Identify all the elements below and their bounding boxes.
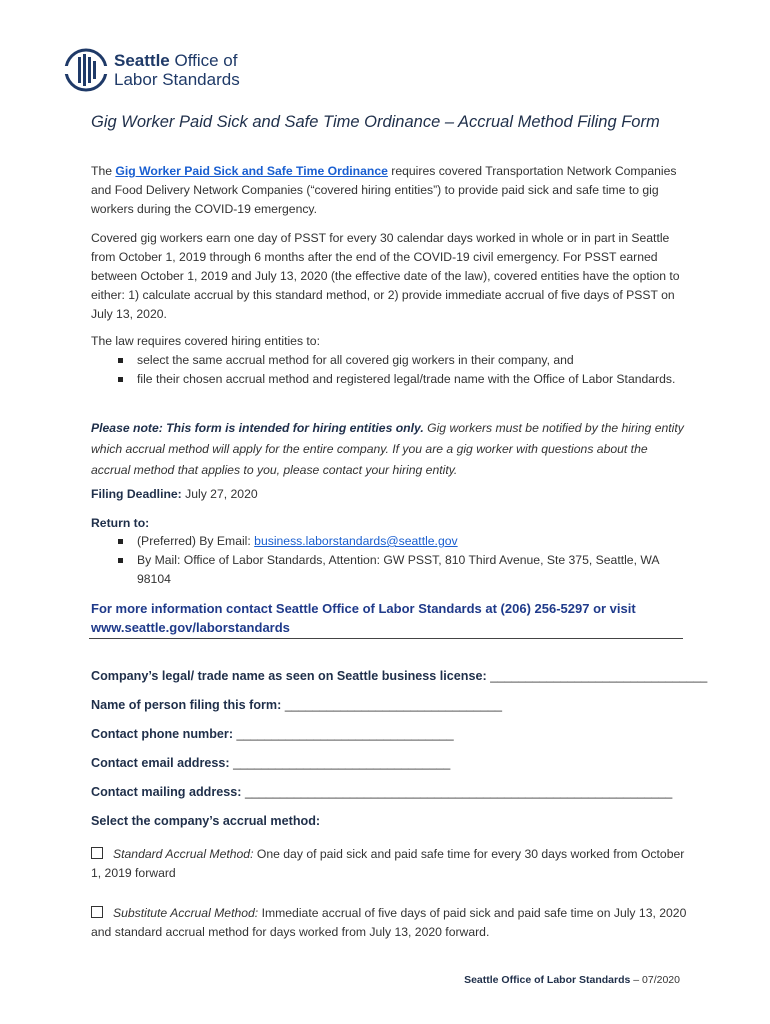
bullet-square-icon — [118, 377, 123, 382]
seattle-logo-icon — [64, 48, 108, 92]
company-name-blank[interactable]: _______________________________ — [490, 669, 708, 683]
deadline-value: July 27, 2020 — [181, 487, 258, 501]
form-title: Gig Worker Paid Sick and Safe Time Ordinance – Accrual Method Filing Form — [91, 113, 660, 131]
mailing-address-field[interactable] — [91, 785, 672, 799]
hiring-entity-note — [91, 418, 687, 481]
substitute-accrual-option[interactable] — [91, 904, 687, 942]
person-name-blank[interactable]: _______________________________ — [284, 698, 502, 712]
substitute-name: Substitute Accrual Method: — [113, 906, 259, 920]
list-item — [91, 551, 687, 589]
mailing-label: Contact mailing address: — [91, 785, 245, 799]
intro-prefix: The — [91, 164, 116, 178]
list-item — [91, 370, 687, 389]
return-to-label: Return to: — [91, 516, 150, 530]
person-name-field[interactable] — [91, 698, 502, 712]
checkbox-icon[interactable] — [91, 906, 103, 918]
more-info-contact: For more information contact Seattle Office of Labor Standards at (206) 256-5297 or visit www.seattle.gov/laborstandards — [91, 601, 636, 635]
logo-line2: Labor Standards — [114, 70, 240, 89]
email-prefix: (Preferred) By Email: — [137, 534, 255, 548]
standard-text: One day of paid sick and paid safe time for every 30 days worked from October 1, 2019 forward — [91, 847, 685, 880]
note-bold: Please note: This form is intended for hiring entities only. — [91, 421, 424, 435]
return-to-list — [91, 532, 687, 589]
bullet-square-icon — [118, 558, 123, 563]
divider — [89, 638, 683, 639]
email-field[interactable] — [91, 756, 450, 770]
list-item — [91, 351, 687, 370]
ordinance-link[interactable]: Gig Worker Paid Sick and Safe Time Ordinance — [115, 164, 388, 178]
company-name-field[interactable] — [91, 669, 707, 683]
email-blank[interactable]: _______________________________ — [233, 756, 451, 770]
company-name-label: Company’s legal/ trade name as seen on Seattle business license: — [91, 669, 491, 683]
requirements-list — [91, 351, 687, 389]
email-link[interactable]: business.laborstandards@seattle.gov — [254, 534, 458, 548]
list-item — [91, 532, 687, 551]
email-label: Contact email address: — [91, 756, 234, 770]
checkbox-icon[interactable] — [91, 847, 103, 859]
accrual-paragraph: Covered gig workers earn one day of PSST for every 30 calendar days worked in whole or in part in Seattle from October 1, 2019 through 6 months after the end of the COVID-19 civil emergency. For PSST earned between October 1, 2019 and July 13, 2020 (the effective date of the law), covered entities have the option to either: 1) calculate accrual by this standard method, or 2) provide immediate accrual of five days of PSST on July 13, 2020. — [91, 231, 680, 321]
note-rest: Gig workers must be notified by the hiring entity which accrual method will apply for the entire company. If you are a gig worker with questions about the accrual method that applies to you, please contact your hiring entity. — [91, 421, 684, 477]
logo-line1-bold: Seattle — [114, 51, 170, 70]
logo-text — [114, 51, 240, 89]
standard-name: Standard Accrual Method: — [113, 847, 254, 861]
footer-bold: Seattle Office of Labor Standards — [464, 974, 631, 986]
footer-rest: – 07/2020 — [630, 974, 680, 986]
mail-address: By Mail: Office of Labor Standards, Attention: GW PSST, 810 Third Avenue, Ste 375, Seattle, WA 98104 — [137, 553, 659, 586]
intro-paragraph — [91, 162, 687, 219]
standard-accrual-option[interactable] — [91, 845, 687, 883]
list-item-text: select the same accrual method for all covered gig workers in their company, and — [137, 353, 574, 367]
filing-deadline — [91, 485, 687, 504]
requirements-lead: The law requires covered hiring entities to: — [91, 334, 320, 348]
logo-line1-rest: Office of — [169, 51, 238, 70]
mailing-blank[interactable]: _____________________________________________________________ — [244, 785, 673, 799]
deadline-label: Filing Deadline: — [91, 487, 182, 501]
phone-label: Contact phone number: — [91, 727, 237, 741]
bullet-square-icon — [118, 358, 123, 363]
substitute-text: Immediate accrual of five days of paid sick and paid safe time on July 13, 2020 and standard accrual method for days worked from July 13, 2020 forward. — [91, 906, 687, 939]
intro-suffix: requires covered Transportation Network Companies and Food Delivery Network Companies (“covered hiring entities”) to provide paid sick and safe time to gig workers during the COVID-19 emergency. — [91, 164, 677, 216]
phone-blank[interactable]: _______________________________ — [236, 727, 454, 741]
page-footer — [464, 974, 680, 986]
seattle-olss-logo — [64, 48, 240, 92]
bullet-square-icon — [118, 539, 123, 544]
phone-field[interactable] — [91, 727, 454, 741]
select-method-label: Select the company’s accrual method: — [91, 814, 321, 828]
person-name-label: Name of person filing this form: — [91, 698, 285, 712]
list-item-text: file their chosen accrual method and registered legal/trade name with the Office of Labor Standards. — [137, 372, 676, 386]
